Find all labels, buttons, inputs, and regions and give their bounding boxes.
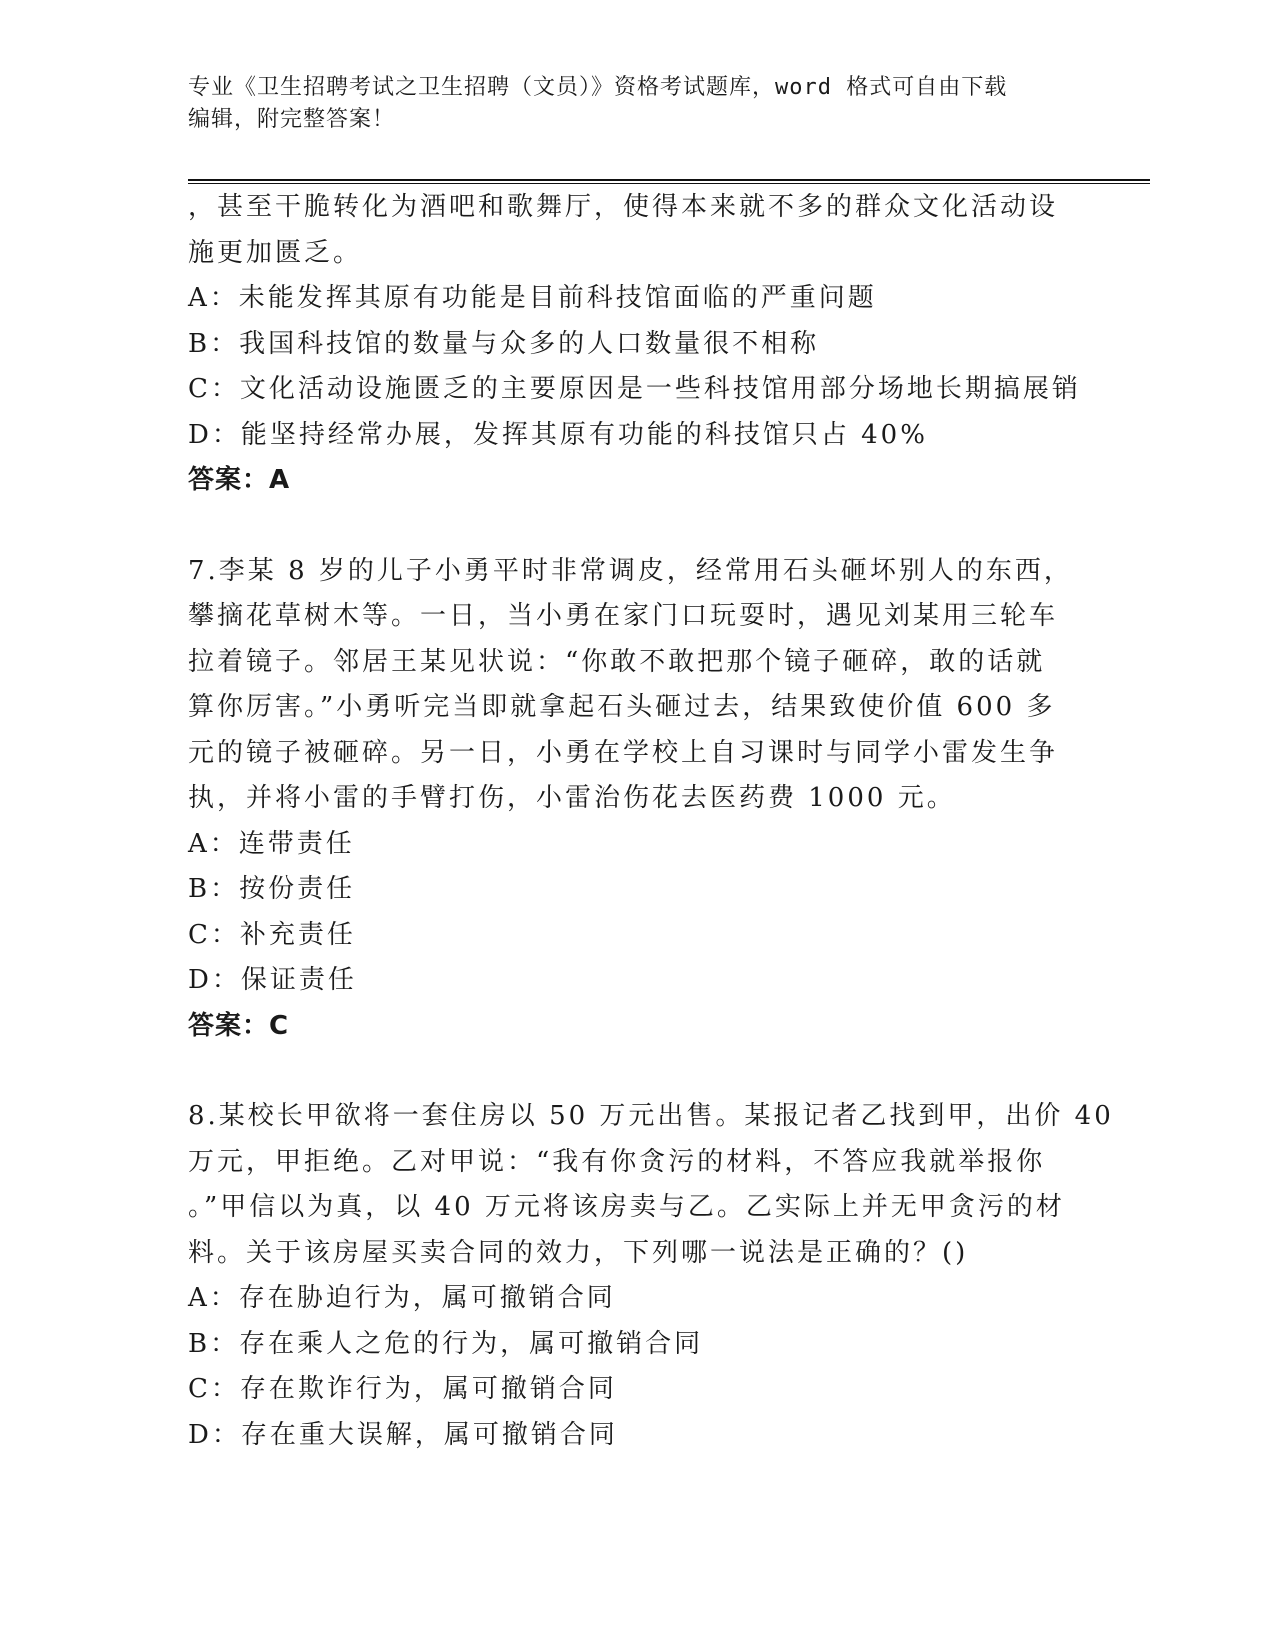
question-text: 执，并将小雷的手臂打伤，小雷治伤花去医药费 1000 元。 xyxy=(188,783,956,813)
option-b: B：按份责任 xyxy=(188,874,356,904)
answer: 答案：C xyxy=(188,1010,290,1041)
question-8 xyxy=(188,1094,1114,1458)
question-text: 料。关于该房屋买卖合同的效力，下列哪一说法是正确的？() xyxy=(188,1237,969,1268)
header-divider xyxy=(188,183,1150,184)
question-text: 8.某校长甲欲将一套住房以 50 万元出售。某报记者乙找到甲，出价 40 xyxy=(188,1101,1114,1131)
option-a: A：存在胁迫行为，属可撤销合同 xyxy=(188,1283,616,1313)
header-line: 编辑，附完整答案！ xyxy=(188,107,396,132)
question-text: 7.李某 8 岁的儿子小勇平时非常调皮，经常用石头砸坏别人的东西， xyxy=(188,555,1073,586)
option-b: B：我国科技馆的数量与众多的人口数量很不相称 xyxy=(188,328,820,359)
question-content xyxy=(188,185,1114,1458)
question-text: 。”甲信以为真，以 40 万元将该房卖与乙。乙实际上并无甲贪污的材 xyxy=(188,1192,1065,1222)
page-header xyxy=(188,72,1088,136)
option-c: C：补充责任 xyxy=(188,919,356,950)
question-7 xyxy=(188,549,1088,1050)
question-text: 攀摘花草树木等。一日，当小勇在家门口玩耍时，遇见刘某用三轮车 xyxy=(188,601,1059,631)
header-line: 专业《卫生招聘考试之卫生招聘（文员）》资格考试题库，word 格式可自由下载 xyxy=(188,75,1008,100)
question-text: 万元，甲拒绝。乙对甲说：“我有你贪污的材料，不答应我就举报你 xyxy=(188,1146,1046,1177)
question-text: 拉着镜子。邻居王某见状说：“你敢不敢把那个镜子砸碎，敢的话就 xyxy=(188,646,1046,677)
question-text: 施更加匮乏。 xyxy=(188,237,363,268)
option-b: B：存在乘人之危的行为，属可撤销合同 xyxy=(188,1328,704,1359)
question-text: 算你厉害。”小勇听完当即就拿起石头砸过去，结果致使价值 600 多 xyxy=(188,692,1056,722)
answer: 答案：A xyxy=(188,465,291,495)
header-divider xyxy=(188,179,1150,181)
option-c: C：文化活动设施匮乏的主要原因是一些科技馆用部分场地长期搞展销 xyxy=(188,374,1081,404)
option-d: D：存在重大误解，属可撤销合同 xyxy=(188,1419,618,1450)
question-text: 元的镜子被砸碎。另一日，小勇在学校上自习课时与同学小雷发生争 xyxy=(188,737,1059,768)
option-d: D：保证责任 xyxy=(188,965,357,995)
question-6 xyxy=(188,185,1088,504)
question-text: ，甚至干脆转化为酒吧和歌舞厅，使得本来就不多的群众文化活动设 xyxy=(188,192,1059,222)
option-a: A：未能发挥其原有功能是目前科技馆面临的严重问题 xyxy=(188,283,877,313)
option-a: A：连带责任 xyxy=(188,828,355,859)
option-c: C：存在欺诈行为，属可撤销合同 xyxy=(188,1374,617,1404)
option-d: D：能坚持经常办展，发挥其原有功能的科技馆只占 40% xyxy=(188,419,928,450)
